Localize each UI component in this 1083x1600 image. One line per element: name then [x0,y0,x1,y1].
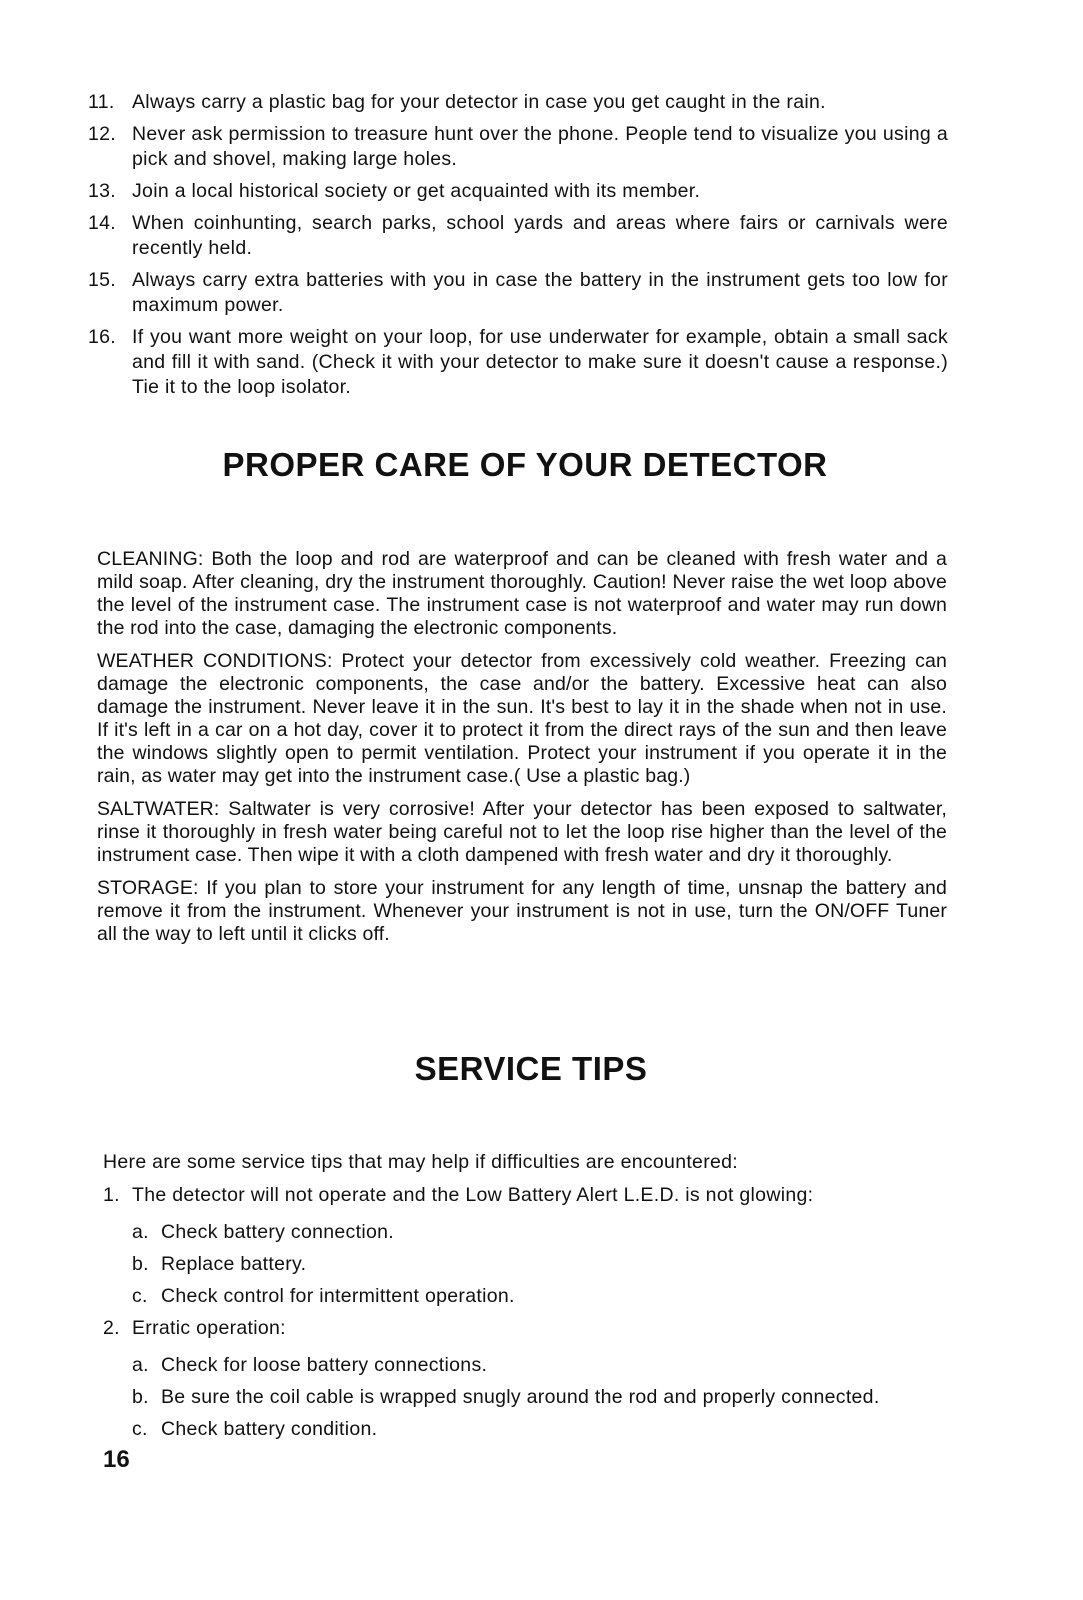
sub-list [132,1353,953,1442]
item-number: 12. [88,123,117,145]
item-letter: a. [132,1221,149,1243]
list-item [88,325,948,400]
list-item [88,211,948,261]
care-heading: PROPER CARE OF YOUR DETECTOR [222,446,828,483]
item-text: When coinhunting, search parks, school yards and areas where fairs or carnivals were recently held. [132,212,948,259]
list-item [132,1417,963,1442]
storage-paragraph: STORAGE: If you plan to store your instrument for any length of time, unsnap the battery and remove it from the instrument. Whenever your instrument is not in use, turn the ON/OFF Tuner all the way to left until it clicks off. [97,877,947,945]
item-text: Check for loose battery connections. [161,1354,488,1376]
item-text: Check control for intermittent operation. [161,1285,515,1307]
list-item [103,1316,953,1442]
item-number: 11. [88,91,115,113]
item-letter: b. [132,1253,149,1275]
item-letter: c. [132,1285,148,1307]
list-item [132,1220,963,1245]
item-number: 1. [103,1184,120,1206]
item-number: 2. [103,1317,120,1339]
service-section [103,1150,953,1449]
list-item [103,1183,953,1309]
item-text: The detector will not operate and the Low Battery Alert L.E.D. is not glowing: [132,1184,814,1206]
item-number: 15. [88,269,117,291]
item-letter: a. [132,1354,149,1376]
item-text: If you want more weight on your loop, for use underwater for example, obtain a small sack and fill it with sand. (Check it with your detector to make sure it doesn't cause a response.) Tie it to the loop isolator. [132,326,948,398]
item-letter: b. [132,1386,149,1408]
item-number: 16. [88,326,117,348]
item-text: Always carry extra batteries with you in case the battery in the instrument gets too low for maximum power. [132,269,948,316]
list-item [88,122,948,172]
list-item [132,1252,963,1277]
page-number: 16 [103,1446,130,1473]
tips-list [88,90,948,407]
item-text: Join a local historical society or get acquainted with its member. [132,180,701,202]
list-item [88,268,948,318]
item-letter: c. [132,1418,148,1440]
item-text: Check battery connection. [161,1221,394,1243]
weather-paragraph: WEATHER CONDITIONS: Protect your detector from excessively cold weather. Freezing can damage the electronic components, the case and/or the battery. Excessive heat can also damage the instrument. Never leave it in the sun. It's best to lay it in the shade when not in use. If it's left in a car on a hot day, cover it to protect it from the direct rays of the sun and then leave the windows slightly open to permit ventilation. Protect your instrument if you operate it in the rain, as water may get into the instrument case.( Use a plastic bag.) [97,650,947,787]
cleaning-paragraph: CLEANING: Both the loop and rod are waterproof and can be cleaned with fresh water and a mild soap. After cleaning, dry the instrument thoroughly. Caution! Never raise the wet loop above the level of the instrument case. The instrument case is not waterproof and water may run down the rod into the case, damaging the electronic components. [97,548,947,639]
item-number: 14. [88,212,117,234]
list-item [132,1284,963,1309]
list-item [88,90,948,115]
item-text: Replace battery. [161,1253,307,1275]
saltwater-paragraph: SALTWATER: Saltwater is very corrosive! After your detector has been exposed to saltwater, rinse it thoroughly in fresh water being careful not to let the loop rise higher than the level of the instrument case. Then wipe it with a cloth dampened with fresh water and dry it thoroughly. [97,798,947,866]
list-item [132,1353,963,1378]
list-item [132,1385,963,1410]
service-intro: Here are some service tips that may help if difficulties are encountered: [103,1151,739,1173]
service-heading: SERVICE TIPS [414,1050,648,1087]
item-text: Erratic operation: [132,1317,286,1339]
item-text: Always carry a plastic bag for your detector in case you get caught in the rain. [132,91,826,113]
care-section [97,548,947,956]
item-text: Check battery condition. [161,1418,378,1440]
item-text: Be sure the coil cable is wrapped snugly around the rod and properly connected. [161,1386,880,1408]
item-number: 13. [88,180,117,202]
list-item [88,179,948,204]
item-text: Never ask permission to treasure hunt over the phone. People tend to visualize you using a pick and shovel, making large holes. [132,123,948,170]
sub-list [132,1220,953,1309]
